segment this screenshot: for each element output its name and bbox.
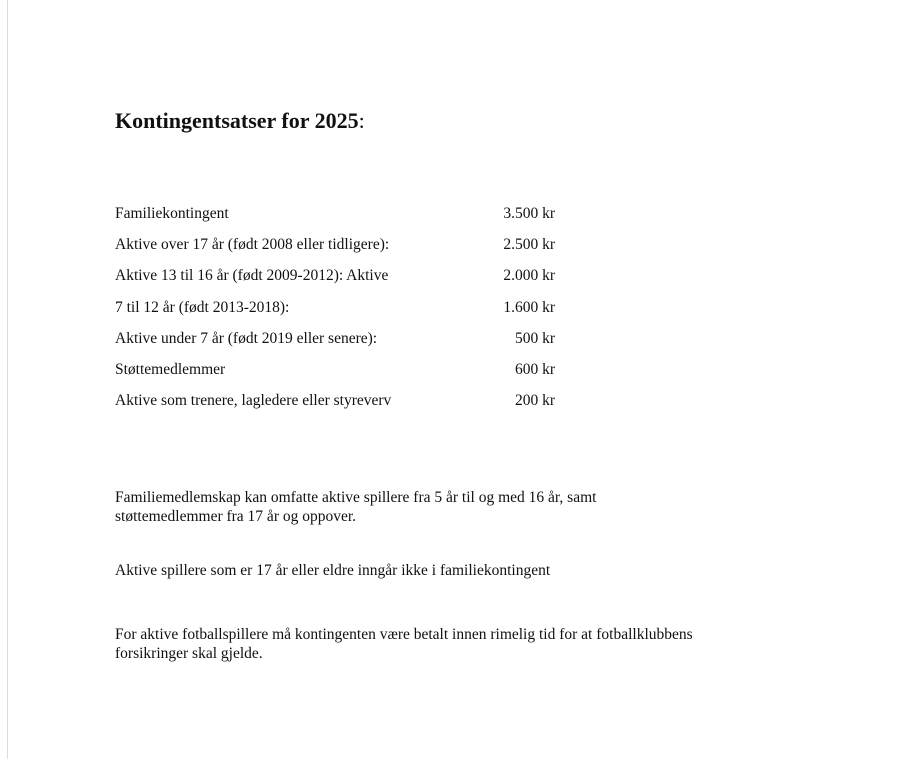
title-text: Kontingentsatser for 2025 <box>115 108 359 133</box>
fee-label: Aktive som trenere, lagledere eller styreverv <box>115 392 392 410</box>
page-title <box>115 107 365 135</box>
fee-table <box>115 201 555 419</box>
document-page <box>115 0 875 759</box>
paragraph-forsikring <box>115 625 815 663</box>
paragraph-aktive-spillere <box>115 561 815 580</box>
fee-amount: 3.500 kr <box>503 205 555 222</box>
fee-row-stottemedlemmer <box>115 357 555 388</box>
fee-amount: 2.000 kr <box>503 267 555 285</box>
fee-label: Aktive over 17 år (født 2008 eller tidligere): <box>115 236 390 254</box>
fee-label: Støttemedlemmer <box>115 360 226 378</box>
paragraph-line: For aktive fotballspillere må kontingenten være betalt innen rimelig tid for at fotballklubbens <box>115 626 693 643</box>
fee-row-trenere-lagledere <box>115 388 555 419</box>
title-colon: : <box>358 108 365 133</box>
fee-row-familiekontingent <box>115 201 555 232</box>
paragraph-familiemedlemskap <box>115 488 815 526</box>
fee-label: Aktive under 7 år (født 2019 eller senere): <box>115 329 378 347</box>
fee-row-aktive-13-16 <box>115 263 555 294</box>
fee-row-aktive-over-17 <box>115 232 555 263</box>
page-left-edge <box>7 0 8 759</box>
paragraph-line: forsikringer skal gjelde. <box>115 645 263 662</box>
fee-row-aktive-under-7 <box>115 326 555 357</box>
paragraph-line: Familiemedlemskap kan omfatte aktive spillere fra 5 år til og med 16 år, samt <box>115 489 597 506</box>
fee-amount: 500 kr <box>514 329 555 347</box>
fee-label: Aktive 13 til 16 år (født 2009-2012): Aktive <box>115 267 389 285</box>
fee-amount: 2.500 kr <box>503 236 555 254</box>
paragraph-line: støttemedlemmer fra 17 år og oppover. <box>115 508 357 525</box>
fee-label: 7 til 12 år (født 2013-2018): <box>115 298 290 316</box>
fee-label: Familiekontingent <box>115 205 229 222</box>
paragraph-line: Aktive spillere som er 17 år eller eldre inngår ikke i familiekontingent <box>115 562 551 579</box>
fee-amount: 600 kr <box>514 360 555 378</box>
fee-amount: 200 kr <box>514 392 555 410</box>
fee-row-aktive-7-12 <box>115 295 555 326</box>
fee-amount: 1.600 kr <box>503 298 555 316</box>
